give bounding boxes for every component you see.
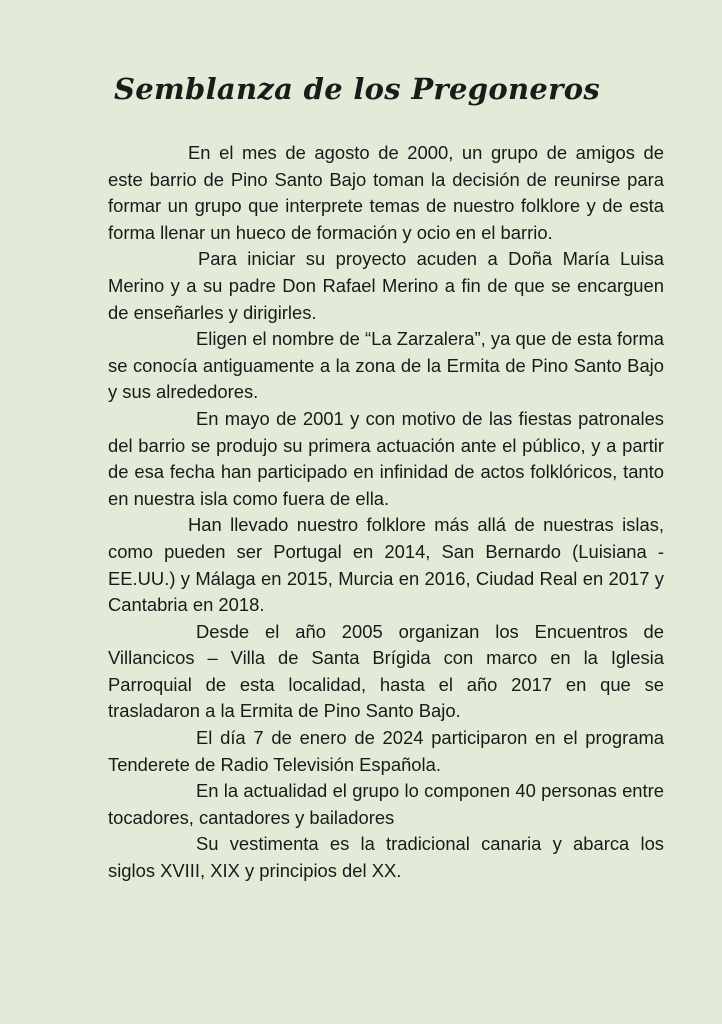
paragraph-villancicos: Desde el año 2005 organizan los Encuentros de Villancicos – Villa de Santa Brígida con marco en la Iglesia Parroquial de esta localidad, hasta el año 2017 en que se trasladaron a la Ermita de Pino Santo Bajo. — [108, 620, 664, 722]
paragraph-travels: Han llevado nuestro folklore más allá de nuestras islas, como pueden ser Portugal en 2014, San Bernardo (Luisiana - EE.UU.) y Málaga en 2015, Murcia en 2016, Ciudad Real en 2017 y Cantabria en 2018. — [108, 514, 664, 616]
paragraph-directors: Para iniciar su proyecto acuden a Doña María Luisa Merino y a su padre Don Rafael Merino a fin de que se encarguen de enseñarles y dirigirles. — [108, 248, 664, 323]
paragraph-name: Eligen el nombre de “La Zarzalera”, ya que de esta forma se conocía antiguamente a la zona de la Ermita de Pino Santo Bajo y sus alrededores. — [108, 328, 664, 403]
page-title: Semblanza de los Pregoneros — [114, 72, 600, 106]
paragraph-first-performance: En mayo de 2001 y con motivo de las fiestas patronales del barrio se produjo su primera actuación ante el público, y a partir de esa fecha han participado en infinidad de actos folklóricos, tanto en nuestra isla como fuera de ella. — [108, 407, 664, 509]
body-text — [108, 140, 664, 885]
paragraph-costume: Su vestimenta es la tradicional canaria y abarca los siglos XVIII, XIX y principios del XX. — [108, 833, 664, 882]
paragraph-tenderete: El día 7 de enero de 2024 participaron en el programa Tenderete de Radio Televisión Española. — [108, 727, 664, 775]
paragraph-founding: En el mes de agosto de 2000, un grupo de amigos de este barrio de Pino Santo Bajo toman la decisión de reunirse para formar un grupo que interprete temas de nuestro folklore y de esta forma llenar un hueco de formación y ocio en el barrio. — [108, 142, 664, 243]
paragraph-members: En la actualidad el grupo lo componen 40 personas entre tocadores, cantadores y bailadores — [108, 780, 664, 828]
